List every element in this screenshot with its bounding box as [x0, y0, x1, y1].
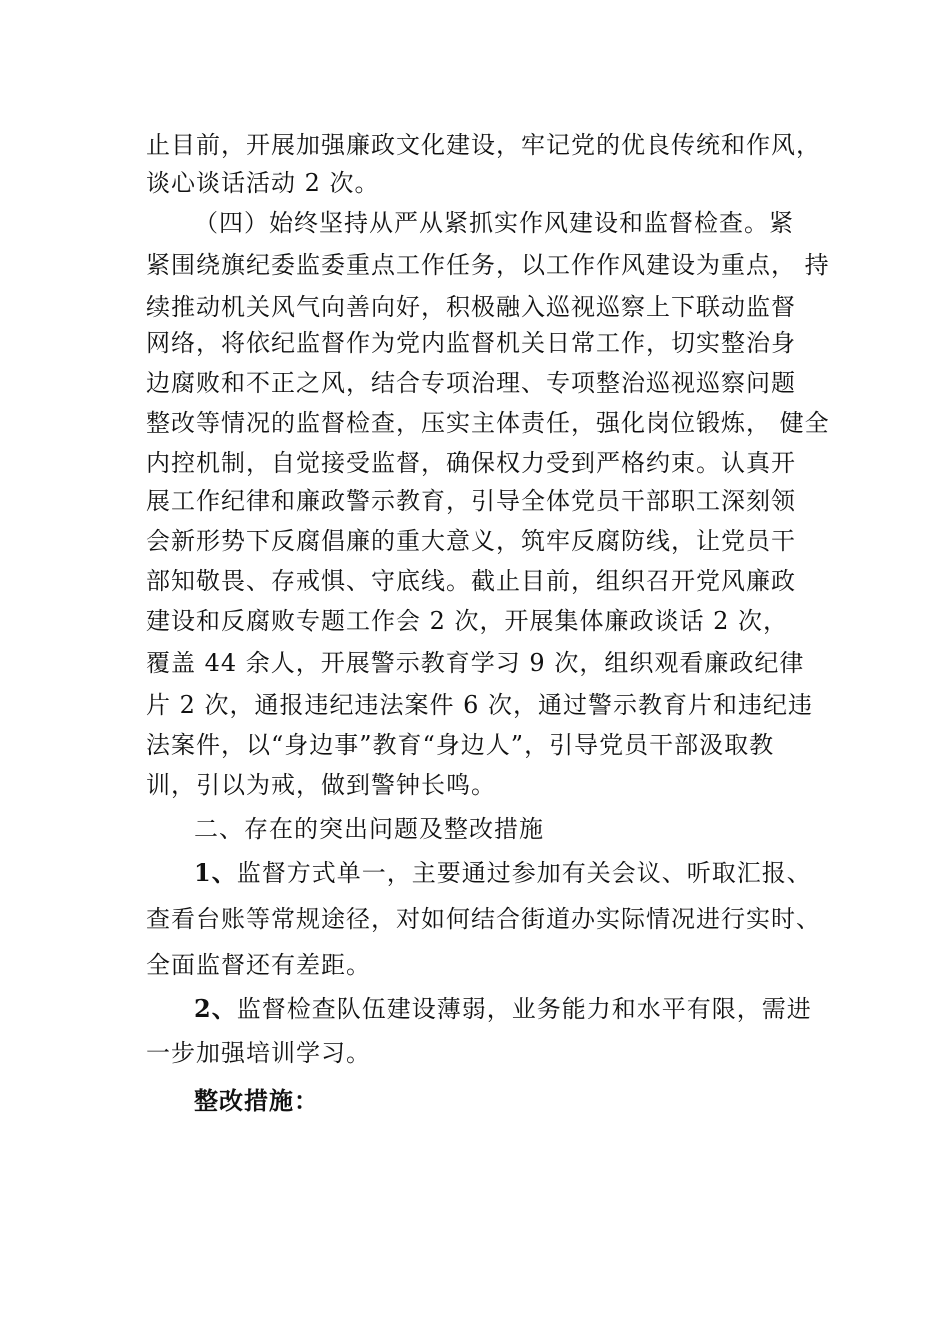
paragraph-line: 覆盖 44 余人，开展警示教育学习 9 次，组织观看廉政纪律 [146, 649, 805, 677]
paragraph-line: 网络，将依纪监督作为党内监督机关日常工作，切实整治身 [146, 329, 796, 357]
problem-2-first-line [194, 992, 884, 1026]
paragraph-line: 一步加强培训学习。 [146, 1039, 371, 1067]
paragraph-line: 片 2 次，通报违纪违法案件 6 次，通过警示教育片和违纪违 [146, 691, 814, 719]
paragraph-line: 监督检查队伍建设薄弱，业务能力和水平有限，需进 [236, 995, 812, 1023]
measures-heading: 整改措施： [194, 1087, 319, 1115]
paragraph-line: 边腐败和不正之风，结合专项治理、专项整治巡视巡察问题 [146, 369, 796, 397]
paragraph-line: 全面监督还有差距。 [146, 951, 371, 979]
paragraph-line: 监督方式单一，主要通过参加有关会议、听取汇报、 [236, 859, 812, 887]
paragraph-line: 法案件，以“身边事”教育“身边人”，引导党员干部汲取教 [146, 731, 775, 759]
problem-1-number: 1、 [194, 858, 237, 887]
paragraph-line: 部知敬畏、存戒惧、守底线。截止目前，组织召开党风廉政 [146, 567, 796, 595]
paragraph-line: 展工作纪律和廉政警示教育，引导全体党员干部职工深刻领 [146, 487, 796, 515]
problem-1-first-line [194, 856, 884, 890]
paragraph-line: 止目前，开展加强廉政文化建设，牢记党的优良传统和作风， [146, 131, 821, 159]
paragraph-line: 会新形势下反腐倡廉的重大意义，筑牢反腐防线，让党员干 [146, 527, 796, 555]
section-heading: 二、存在的突出问题及整改措施 [194, 815, 544, 843]
paragraph-line: 内控机制，自觉接受监督，确保权力受到严格约束。认真开 [146, 449, 796, 477]
paragraph-line: 查看台账等常规途径，对如何结合街道办实际情况进行实时、 [146, 905, 821, 933]
paragraph-line: 训，引以为戒，做到警钟长鸣。 [146, 771, 496, 799]
paragraph-line: 谈心谈话活动 2 次。 [146, 169, 380, 197]
paragraph-line: 紧围绕旗纪委监委重点工作任务，以工作作风建设为重点， 持 [146, 251, 830, 279]
paragraph-line: （四）始终坚持从严从紧抓实作风建设和监督检查。紧 [194, 209, 794, 237]
problem-2-number: 2、 [194, 994, 237, 1023]
paragraph-line: 建设和反腐败专题工作会 2 次，开展集体廉政谈话 2 次， [146, 607, 789, 635]
paragraph-line: 整改等情况的监督检查，压实主体责任，强化岗位锻炼， 健全 [146, 409, 830, 437]
paragraph-line: 续推动机关风气向善向好，积极融入巡视巡察上下联动监督 [146, 293, 796, 321]
